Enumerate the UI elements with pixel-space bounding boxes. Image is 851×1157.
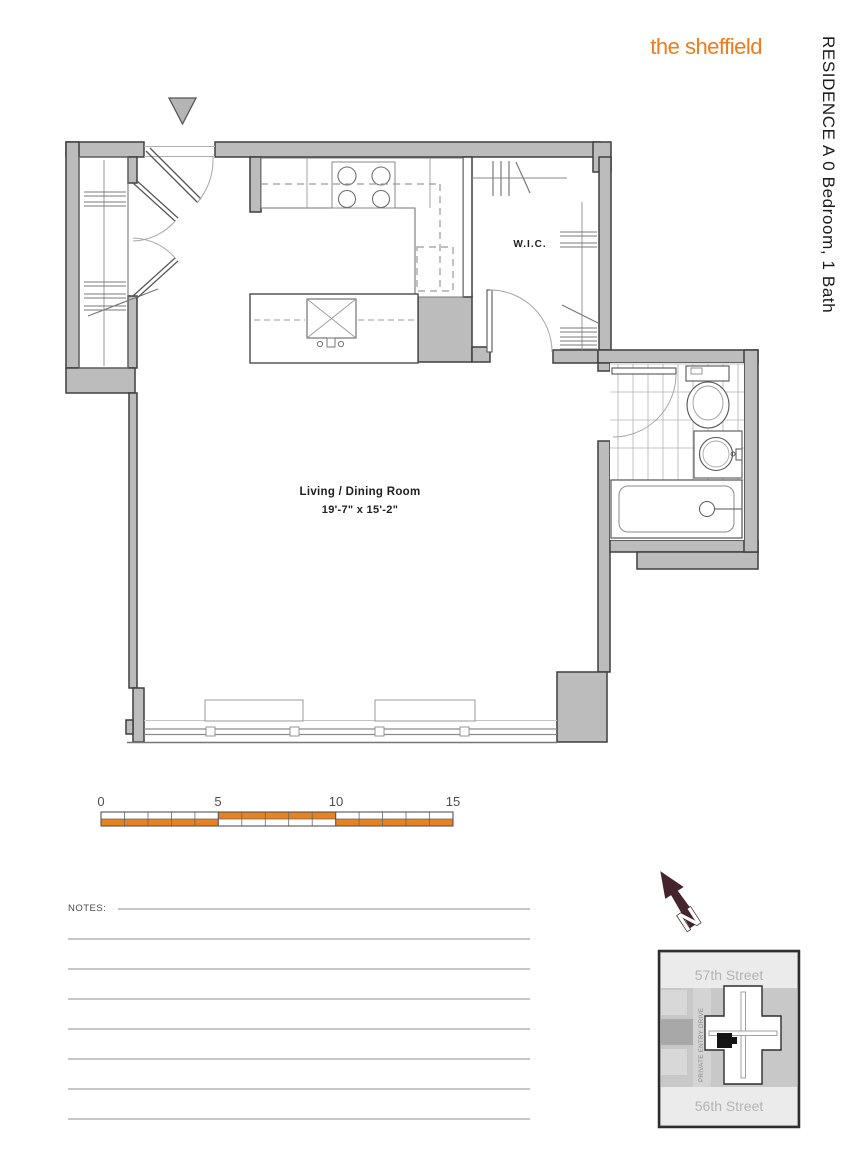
floor-plan xyxy=(66,98,758,743)
notes-lines xyxy=(68,909,530,1119)
toilet-icon xyxy=(686,366,729,428)
scale-tick-10: 10 xyxy=(328,794,344,809)
residence-title-vertical: RESIDENCE A 0 Bedroom, 1 Bath xyxy=(819,36,838,314)
closet-door-swing-top xyxy=(133,220,176,241)
notes-section xyxy=(68,903,530,1119)
logo-the-sheffield: the sheffield xyxy=(650,34,762,59)
unit-location-marker xyxy=(717,1033,732,1048)
wic-room xyxy=(472,161,598,352)
radiator-left xyxy=(205,700,303,721)
neighbor-block-3 xyxy=(661,1049,687,1075)
compass xyxy=(651,865,705,937)
drive-label: PRIVATE ENTRY DRIVE xyxy=(698,1007,705,1082)
compass-n-label: N xyxy=(672,901,706,938)
scale-tick-15: 15 xyxy=(445,794,461,809)
window-wall xyxy=(127,700,557,743)
site-map xyxy=(659,951,799,1127)
notes-label: NOTES: xyxy=(68,903,107,914)
wic-door xyxy=(487,290,552,352)
closet-shelves xyxy=(84,192,126,310)
entry-door-swing xyxy=(197,157,213,203)
living-room-dims: 19'-7" x 15'-2" xyxy=(321,504,399,516)
neighbor-block-1 xyxy=(661,990,687,1015)
wic-label: W.I.C. xyxy=(513,239,547,250)
closet-door-swing-bottom xyxy=(133,238,176,259)
scale-bar xyxy=(97,794,460,826)
street-label-57: 57th Street xyxy=(694,967,764,983)
entry-door xyxy=(144,147,215,204)
street-label-56: 56th Street xyxy=(694,1098,764,1114)
scale-tick-5: 5 xyxy=(214,794,222,809)
bathroom xyxy=(610,363,744,540)
neighbor-block-2 xyxy=(661,1019,693,1045)
living-room-label: Living / Dining Room xyxy=(299,486,421,498)
vanity-sink-icon xyxy=(694,431,742,478)
wic-bracket xyxy=(562,305,598,323)
scale-tick-0: 0 xyxy=(97,794,105,809)
entry-arrow-icon xyxy=(169,98,196,124)
radiator-right xyxy=(375,700,475,721)
closet-door-leaf-top xyxy=(133,180,178,221)
closet-bracket xyxy=(88,289,158,316)
closet-door-leaf-bottom xyxy=(133,258,178,299)
wic-shelves-right xyxy=(560,232,597,349)
scale-bar-segments xyxy=(101,812,453,826)
entry-closet xyxy=(79,157,178,368)
bathtub-icon xyxy=(611,480,742,538)
